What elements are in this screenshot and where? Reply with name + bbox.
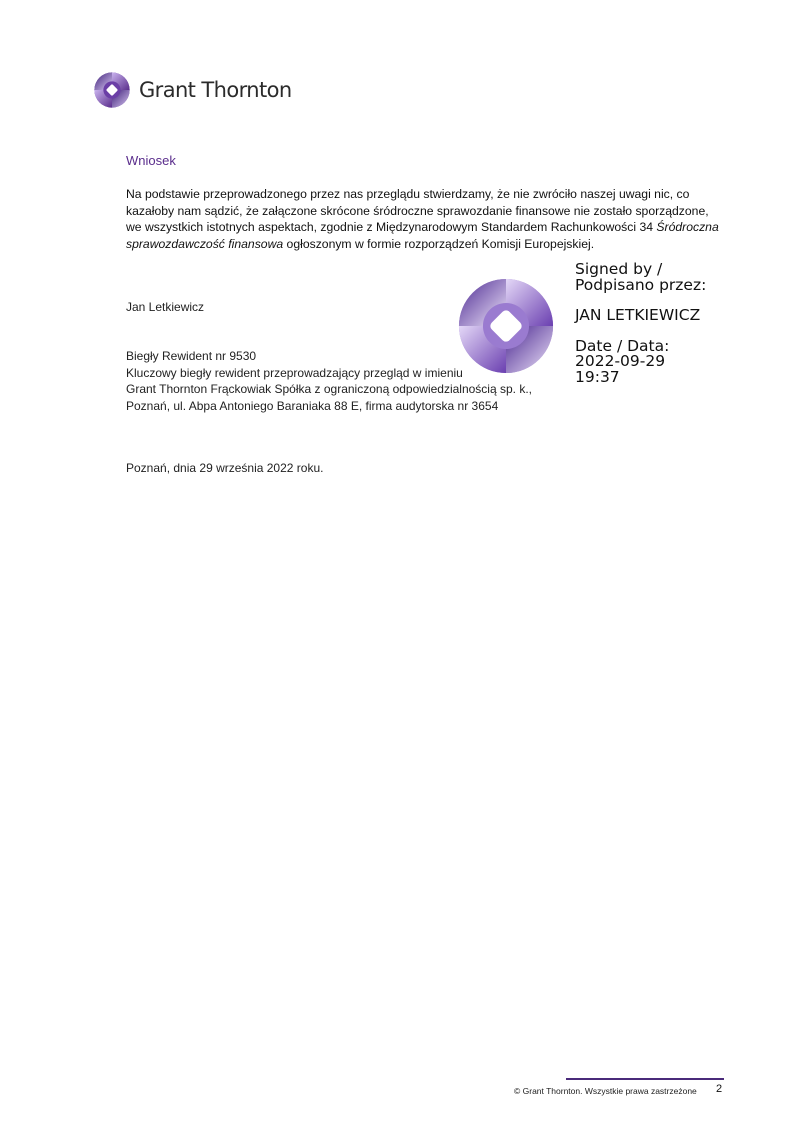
signature-name: JAN LETKIEWICZ [575,306,701,324]
grant-thornton-logo-icon [94,72,130,108]
firm-address: Poznań, ul. Abpa Antoniego Baraniaka 88 E, firma audytorska nr 3654 [126,398,499,413]
logo-text: Grant Thornton [139,78,292,102]
signature-time: 19:37 [575,367,620,386]
page-number: 2 [716,1083,723,1095]
signed-by-label: Signed by / [575,260,663,278]
conclusion-text-end: ogłoszonym w formie rozporządzeń Komisji Europejskiej. [283,236,595,251]
section-heading: Wniosek [126,153,176,168]
date-label: Date / Data: [575,336,670,355]
place-date: Poznań, dnia 29 września 2022 roku. [126,461,324,475]
firm-name: Grant Thornton Frąckowiak Spółka z ograniczoną odpowiedzialnością sp. k., [126,382,532,396]
signed-by-label-pl: Podpisano przez: [575,275,707,294]
signer-name: Jan Letkiewicz [126,300,205,314]
conclusion-text-start: Na podstawie przeprowadzonego przez nas przeglądu stwierdzamy, że nie zwróciło naszej uwagi nic, co kazałoby nam sądzić, że załączone skrócone śródroczne sprawozdanie finansowe nie zostało sporządzone, we wszystkich istotnych aspektach, zgodnie z Międzynarodowym Standardem Rachunkowości 34 [126,187,709,234]
conclusion-paragraph [126,186,726,252]
company-logo [94,72,292,108]
auditor-role: Kluczowy biegły rewident przeprowadzający przegląd w imieniu [126,365,463,380]
signature-seal-icon [458,278,554,374]
standard-title: Śródroczna sprawozdawczość finansowa [126,220,719,251]
footer-copyright: © Grant Thornton. Wszystkie prawa zastrzeżone [514,1086,697,1096]
footer-divider [566,1078,724,1080]
signature-date: 2022-09-29 [575,352,666,370]
auditor-license: Biegły Rewident nr 9530 [126,349,257,363]
digital-signature [575,262,706,385]
